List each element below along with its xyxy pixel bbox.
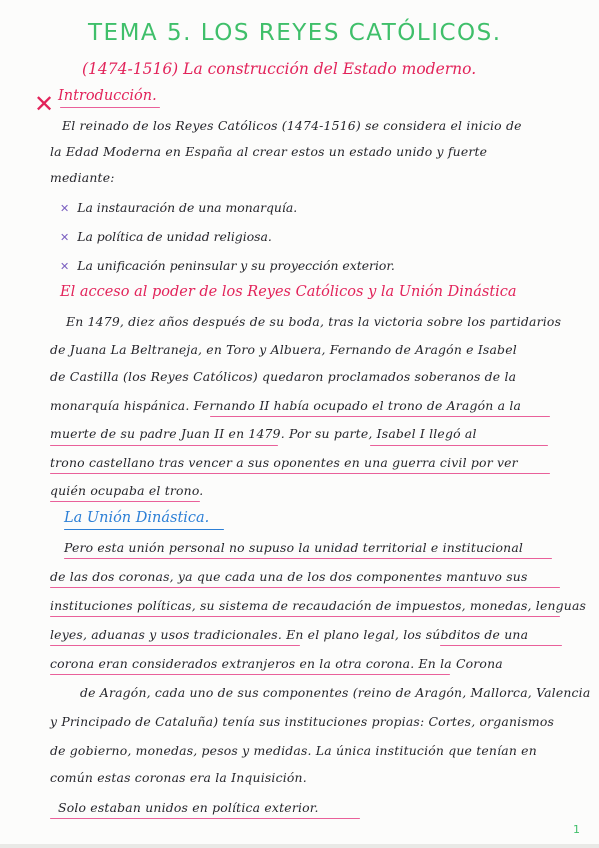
bullet-text: La instauración de una monarquía. bbox=[77, 200, 298, 215]
underline-acceso-5 bbox=[50, 445, 278, 446]
acceso-line-3: de Castilla (los Reyes Católicos) quedaron proclamados soberanos de la bbox=[50, 369, 517, 384]
scan-edge bbox=[0, 844, 599, 848]
intro-line-1: El reinado de los Reyes Católicos (1474-1516) se considera el inicio de bbox=[62, 118, 522, 133]
page-subtitle: (1474-1516) La construcción del Estado moderno. bbox=[82, 60, 477, 78]
acceso-line-7: quién ocupaba el trono. bbox=[50, 483, 204, 498]
underline-union-4a bbox=[50, 645, 300, 646]
cross-mark-icon: ✕ bbox=[34, 90, 55, 118]
union-line-10: Solo estaban unidos en política exterior. bbox=[58, 800, 319, 815]
bullet-x-icon: ✕ bbox=[60, 260, 70, 273]
underline-acceso-6 bbox=[50, 473, 550, 474]
underline-union-heading bbox=[64, 529, 224, 530]
union-line-4: leyes, aduanas y usos tradicionales. En el plano legal, los súbditos de una bbox=[50, 627, 529, 642]
acceso-line-2: de Juana La Beltraneja, en Toro y Albuera, Fernando de Aragón e Isabel bbox=[50, 342, 517, 357]
underline-acceso-5b bbox=[370, 445, 548, 446]
union-line-6: de Aragón, cada uno de sus componentes (reino de Aragón, Mallorca, Valencia bbox=[80, 685, 591, 700]
underline-union-1 bbox=[64, 558, 552, 559]
acceso-line-4: monarquía hispánica. Fernando II había ocupado el trono de Aragón a la bbox=[50, 398, 522, 413]
union-line-3: instituciones políticas, su sistema de recaudación de impuestos, monedas, lenguas bbox=[50, 598, 587, 613]
union-line-1: Pero esta unión personal no supuso la unidad territorial e institucional bbox=[64, 540, 524, 555]
acceso-line-5: muerte de su padre Juan II en 1479. Por su parte, Isabel I llegó al bbox=[50, 426, 477, 441]
union-line-7: y Principado de Cataluña) tenía sus instituciones propias: Cortes, organismos bbox=[50, 714, 555, 729]
bullet-x-icon: ✕ bbox=[60, 202, 70, 215]
union-line-5: corona eran considerados extranjeros en la otra corona. En la Corona bbox=[50, 656, 503, 671]
page-title: TEMA 5. LOS REYES CATÓLICOS. bbox=[88, 20, 502, 46]
underline-union-4b bbox=[440, 645, 562, 646]
union-line-8: de gobierno, monedas, pesos y medidas. La única institución que tenían en bbox=[50, 743, 537, 758]
underline-union-10 bbox=[50, 818, 360, 819]
intro-line-2: la Edad Moderna en España al crear estos un estado unido y fuerte bbox=[50, 144, 488, 159]
bullet-x-icon: ✕ bbox=[60, 231, 70, 244]
bullet-text: La política de unidad religiosa. bbox=[77, 229, 272, 244]
bullet-text: La unificación peninsular y su proyección exterior. bbox=[77, 258, 395, 273]
section-heading-union: La Unión Dinástica. bbox=[64, 510, 210, 526]
intro-line-3: mediante: bbox=[50, 170, 115, 185]
intro-bullet-3 bbox=[60, 258, 395, 273]
intro-bullet-1 bbox=[60, 200, 297, 215]
underline-union-2 bbox=[50, 587, 560, 588]
page-mark: 1 bbox=[573, 823, 580, 836]
section-heading-acceso: El acceso al poder de los Reyes Católicos y la Unión Dinástica bbox=[60, 284, 517, 300]
union-line-9: común estas coronas era la Inquisición. bbox=[50, 770, 307, 785]
section-heading-intro: Introducción. bbox=[58, 88, 157, 104]
union-line-2: de las dos coronas, ya que cada una de los dos componentes mantuvo sus bbox=[50, 569, 528, 584]
intro-bullet-2 bbox=[60, 229, 272, 244]
underline-acceso-4 bbox=[210, 416, 550, 417]
underline-intro bbox=[60, 107, 160, 108]
acceso-line-6: trono castellano tras vencer a sus oponentes en una guerra civil por ver bbox=[50, 455, 518, 470]
underline-union-5 bbox=[50, 674, 450, 675]
underline-acceso-7 bbox=[50, 501, 200, 502]
underline-union-3 bbox=[50, 616, 560, 617]
acceso-line-1: En 1479, diez años después de su boda, tras la victoria sobre los partidarios bbox=[66, 314, 562, 329]
